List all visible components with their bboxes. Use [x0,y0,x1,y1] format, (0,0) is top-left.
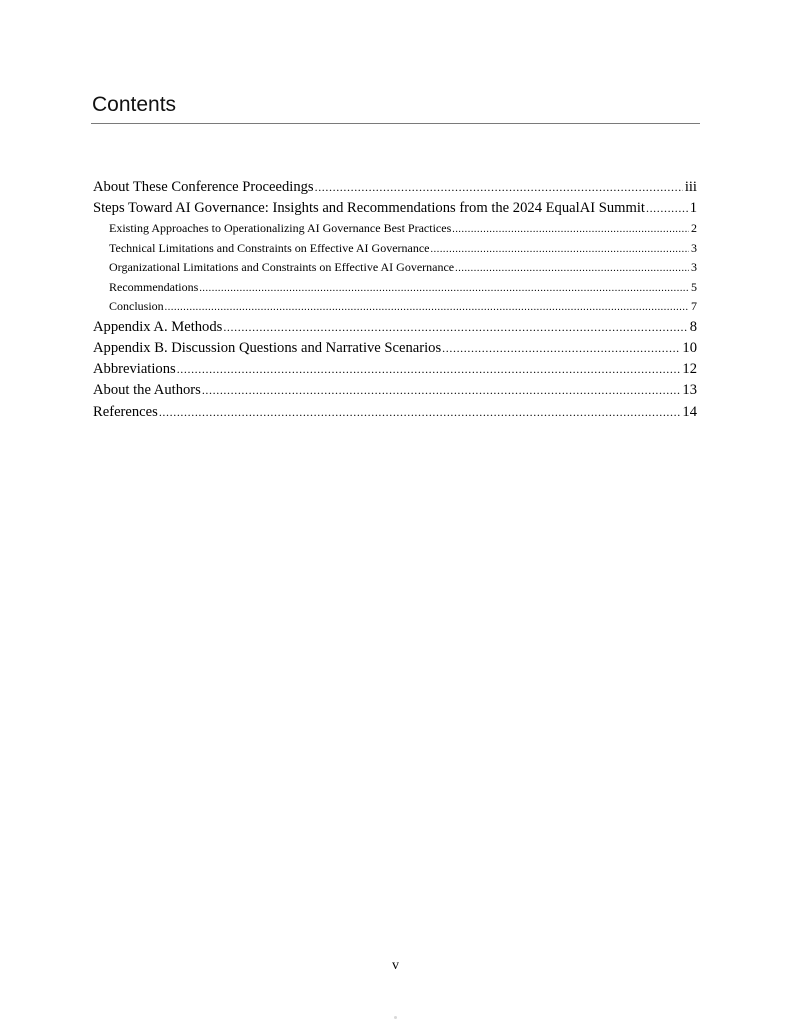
table-of-contents [93,177,697,423]
toc-entry-organizational-limitations[interactable] [93,258,697,278]
toc-dot-leader [177,359,681,380]
toc-entry-title: About These Conference Proceedings [93,179,314,195]
toc-entry-title: Recommendations [109,279,199,294]
toc-entry-recommendations[interactable] [93,278,697,298]
toc-entry-about-authors[interactable] [93,380,697,401]
toc-page-number: iii [684,179,697,195]
toc-entry-references[interactable] [93,402,697,423]
toc-entry-title: Existing Approaches to Operationalizing AI Governance Best Practices [109,221,452,236]
toc-page-number: 3 [691,240,697,255]
toc-entry-title: Abbreviations [93,361,176,378]
toc-dot-leader [223,317,687,338]
toc-dot-leader [431,240,689,259]
toc-entry-abbreviations[interactable] [93,359,697,380]
toc-page-number: 3 [691,260,697,275]
heading-divider [91,123,700,124]
toc-page-number: 10 [682,340,697,357]
toc-dot-leader [452,220,689,239]
toc-entry-title: Organizational Limitations and Constraints on Effective AI Governance [109,260,455,275]
toc-page-number: 12 [682,361,697,378]
toc-dot-leader [202,380,681,401]
toc-entry-title: Conclusion [109,299,164,314]
toc-page-number: 1 [689,200,697,217]
toc-dot-leader [646,198,688,219]
footer-mark [394,1016,397,1019]
toc-entry-title: Technical Limitations and Constraints on Effective AI Governance [109,240,430,255]
toc-page-number: 2 [691,221,697,236]
toc-dot-leader [315,177,683,198]
toc-entry-conclusion[interactable] [93,297,697,317]
toc-entry-appendix-b[interactable] [93,338,697,359]
toc-entry-title: Appendix A. Methods [93,318,223,335]
toc-dot-leader [159,402,681,423]
toc-entry-existing-approaches[interactable] [93,219,697,239]
toc-dot-leader [455,259,689,278]
toc-page-number: 5 [691,279,697,294]
toc-page-number: 13 [682,382,697,399]
toc-entry-title: References [93,403,158,420]
toc-page-number: 8 [689,318,697,335]
toc-entry-appendix-a[interactable] [93,317,697,338]
page-title: Contents [92,93,177,116]
toc-entry-title: Appendix B. Discussion Questions and Narrative Scenarios [93,340,442,357]
toc-entry-title: Steps Toward AI Governance: Insights and Recommendations from the 2024 EqualAI Summit [93,200,645,217]
toc-entry-technical-limitations[interactable] [93,239,697,259]
toc-page-number: 14 [682,403,697,420]
toc-entry-title: About the Authors [93,382,201,399]
page-number: v [392,958,399,973]
toc-dot-leader [199,279,689,298]
toc-page-number: 7 [691,299,697,314]
toc-dot-leader [442,338,680,359]
toc-entry-about-proceedings[interactable] [93,177,697,198]
toc-dot-leader [165,298,689,317]
toc-entry-steps-toward-ai-governance[interactable] [93,198,697,219]
